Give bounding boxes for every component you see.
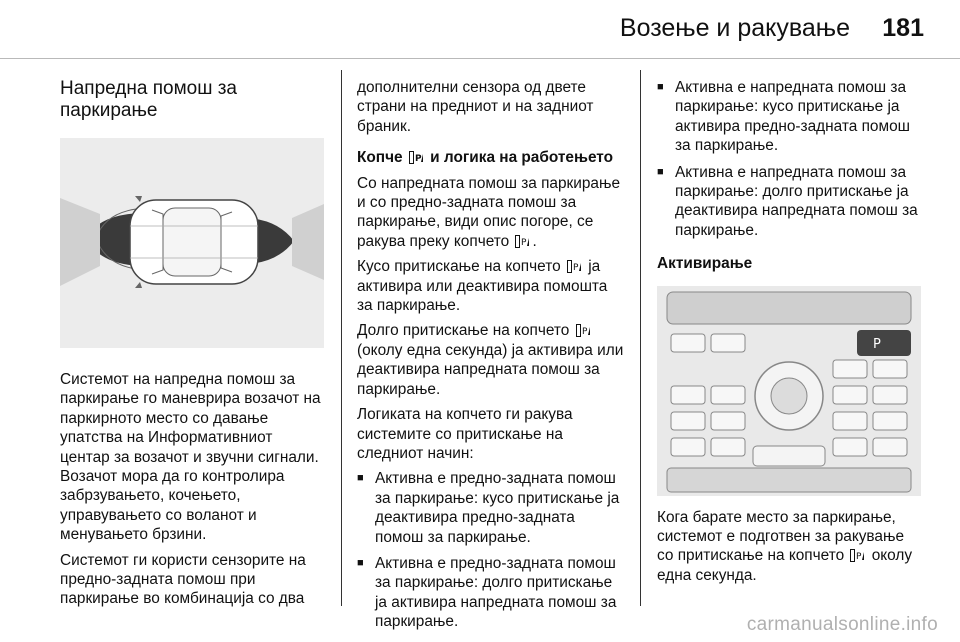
col1-paragraph-1: Системот на напредна помош за паркирање го маневрира возачот на паркирното место со давање упатства на Информативниот центар за возачот и звучни сигнали. Возачот мора да го контролира забрзувањето, кочењето, управувањето со воланот и менувањето брзини. [60,371,321,544]
col2-paragraph-4 [357,321,627,399]
watermark: carmanualsonline.info [746,614,938,635]
heading-part-b: и логика на работењето [430,149,614,167]
list-item: ■ Активна е предно-задната помош за паркирање: долго притискање ја активира напредната помош за паркирање. [357,554,627,632]
center-console-illustration [657,286,921,496]
col2-paragraph-2 [357,174,627,252]
col2-paragraph-3-text-a: Кусо притискање на копчето [357,258,561,276]
header-rule [0,58,960,59]
column-2 [357,78,627,640]
svg-text:P: P [873,336,881,352]
svg-text:P: P [581,327,588,338]
col3-paragraph-1 [657,508,921,586]
col2-paragraph-3 [357,257,627,315]
col2-paragraph-1: дополнителни сензора од двете страни на предниот и на задниот браник. [357,79,594,135]
col2-bullet-list [357,469,627,631]
col2-paragraph-4-text-b: (околу една секунда) ја активира или деактивира напредната помош за паркирање. [357,341,624,398]
page-header [0,0,960,58]
svg-text:P: P [856,552,862,563]
col1-paragraph-2: Системот ги користи сензорите на предно-задната помош при паркирање во комбинација со два [60,551,306,608]
page-number: 181 [882,14,924,42]
list-item: ■ Активна е напредната помош за паркирање: долго притискање ја деактивира напредната помош за паркирање. [657,163,921,241]
svg-text:P: P [521,237,527,248]
column-divider-1 [341,70,342,606]
column-divider-2 [640,70,641,606]
col2-paragraph-5: Логиката на копчето ги ракува системите со притискање на следниот начин: [357,406,573,462]
col3-paragraph-1-text-a: Кога барате место за паркирање, системот е подготвен за ракување со притискање на копчето [657,508,905,565]
column-1 [60,78,326,615]
column-3 [657,78,921,591]
svg-text:P: P [414,154,422,165]
col3-paragraph-1-text-b: околу една секунда. [657,547,913,584]
parking-assist-button-icon [409,151,424,164]
parking-assist-button-icon [850,549,865,562]
header-title: Возење и ракување [619,14,850,42]
col2-paragraph-2-text: Со напредната помош за паркирање и со предно-задната помош за паркирање, види опис погоре, се ракува преку копчето [357,174,621,250]
car-top-view-illustration [60,138,324,348]
parking-assist-button-icon [567,260,582,273]
activation-heading: Активирање [657,255,753,273]
col3-bullet-list [657,78,921,240]
svg-text:P: P [572,263,579,274]
col2-paragraph-4-text-a: Долго притискање на копчето [357,322,570,340]
col2-paragraph-3-text-b: ја активира или деактивира помошта за паркирање. [357,258,608,315]
col2-paragraph-2-end: . [532,232,537,250]
button-logic-heading [357,148,627,167]
heading-part-a: Копче [357,149,403,167]
parking-assist-button-icon [515,235,530,248]
list-item: ■ Активна е напредната помош за паркирање: кусо притискање ја активира предно-задната помош за паркирање. [657,78,921,156]
parking-assist-button-icon [576,324,591,337]
section-title: Напредна помош за паркирање [60,78,238,121]
list-item: ■ Активна е предно-задната помош за паркирање: кусо притискање ја деактивира предно-задната помош за паркирање. [357,469,627,547]
